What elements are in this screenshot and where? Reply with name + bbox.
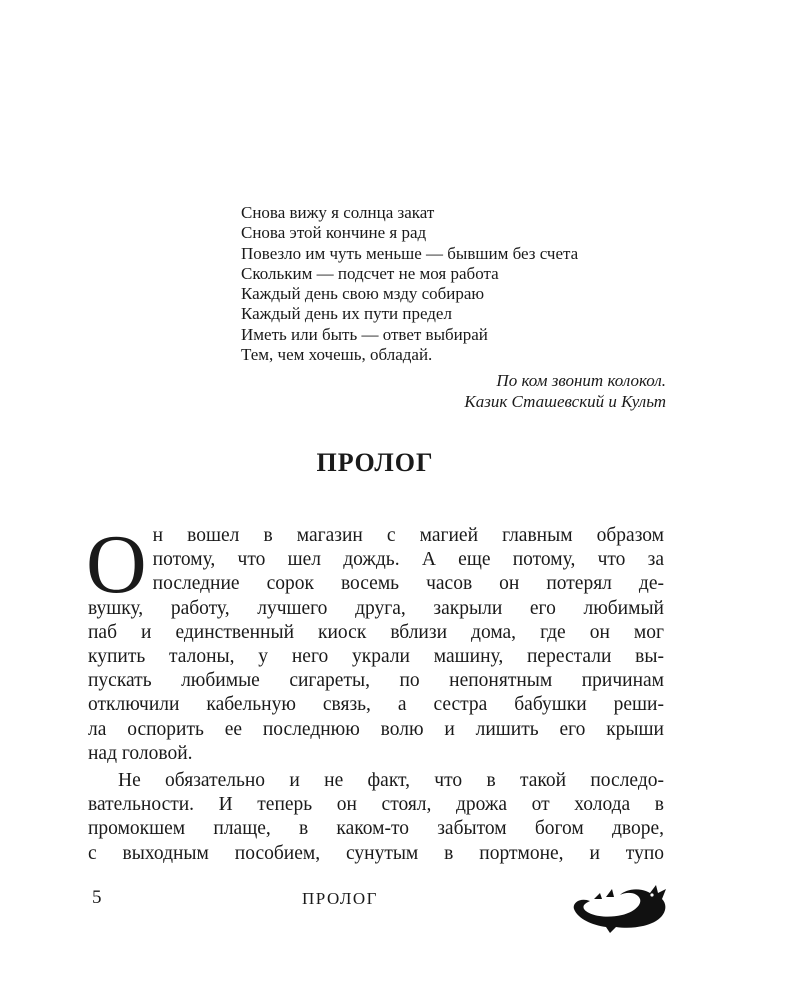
text-line: н вошел в магазин с магией главным образом xyxy=(152,525,664,546)
text-line: купить талоны, у него украли машину, перестали вы- xyxy=(88,646,664,668)
text-line: ла оспорить ее последнюю волю и лишить его крыши xyxy=(88,718,664,740)
epigraph-line: Каждый день свою мзду собираю xyxy=(241,284,485,304)
text-line: Не обязательно и не факт, что в такой последо- xyxy=(118,770,664,792)
running-title: ПРОЛОГ xyxy=(302,889,379,908)
text-line: потому, что шел дождь. А еще потому, что за xyxy=(152,549,664,571)
epigraph-line: Снова вижу я солнца закат xyxy=(241,203,435,222)
epigraph-line: Снова этой кончине я рад xyxy=(241,223,427,243)
paragraph-2 xyxy=(88,769,664,866)
text-line: паб и единственный киоск вблизи дома, где он мог xyxy=(88,621,664,643)
paragraph-1 xyxy=(86,518,664,766)
epigraph-line: Иметь или быть — ответ выбирай xyxy=(241,324,488,344)
chapter-title: ПРОЛОГ xyxy=(316,448,434,477)
epigraph-attribution xyxy=(241,371,666,412)
epigraph-line: Тем, чем хочешь, обладай. xyxy=(241,345,433,365)
epigraph xyxy=(241,203,666,412)
epigraph-line: Каждый день их пути предел xyxy=(241,304,452,324)
text-line: пускать любимые сигареты, по непонятным причинам xyxy=(88,670,664,692)
text-line: последние сорок восемь часов он потерял де- xyxy=(152,573,664,595)
epigraph-line: Скольким — подсчет не моя работа xyxy=(241,263,499,283)
epigraph-line: Повезло им чуть меньше — бывшим без счета xyxy=(241,243,579,263)
text-line: отключили кабельную связь, а сестра бабушки реши- xyxy=(88,694,664,716)
text-line: вательности. И теперь он стоял, дрожа от холода в xyxy=(88,794,664,816)
text-line: над головой. xyxy=(88,742,193,764)
text-line: промокшем плаще, в каком-то забытом богом дворе, xyxy=(88,818,664,840)
dragon-ornament-icon xyxy=(570,875,670,935)
drop-cap: О xyxy=(86,518,147,611)
epigraph-authors: Казик Сташевский и Культ xyxy=(464,391,666,411)
text-line: с выходным пособием, сунутым в портмоне, и тупо xyxy=(88,842,664,864)
text-line: вушку, работу, лучшего друга, закрыли его любимый xyxy=(88,597,664,619)
epigraph-source: По ком звонит колокол. xyxy=(496,371,666,391)
body-text xyxy=(86,518,664,866)
page-number: 5 xyxy=(92,887,102,908)
